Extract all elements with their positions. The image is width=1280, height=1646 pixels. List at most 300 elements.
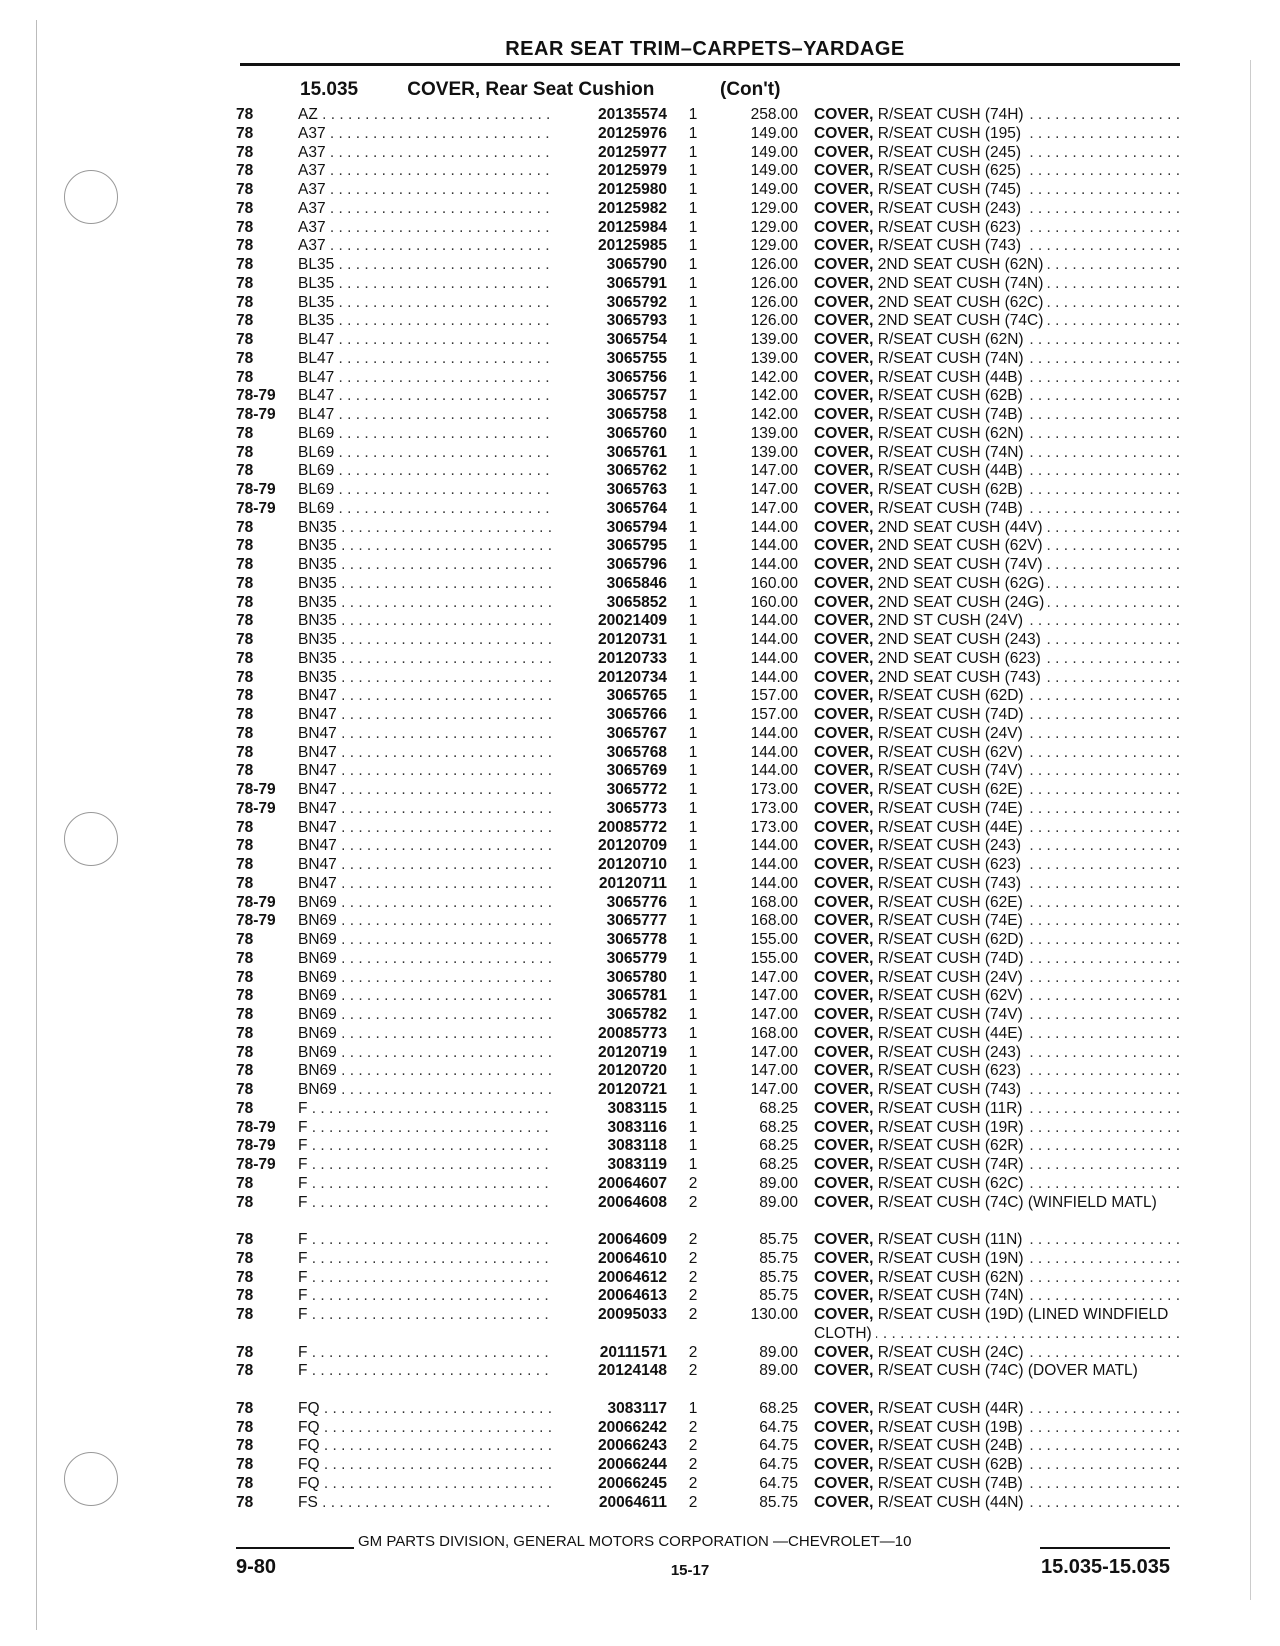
- description-head: COVER,: [814, 724, 874, 742]
- table-row: [0, 144, 1280, 163]
- model-cell: F . . .: [298, 1362, 558, 1381]
- description-text: [814, 819, 1027, 836]
- description-head: COVER,: [814, 256, 874, 273]
- year-cell: 78: [236, 1287, 254, 1305]
- price-cell: 89.00: [759, 1343, 798, 1361]
- price-cell: 147.00: [750, 987, 798, 1005]
- description-rest: 2ND SEAT CUSH (62V): [877, 537, 1043, 555]
- description-text: [814, 144, 1025, 161]
- description-text: [814, 575, 1048, 592]
- quantity-cell: 2: [688, 1193, 698, 1211]
- model-cell: BN69 . . .: [298, 931, 558, 950]
- description-rest: R/SEAT CUSH (74E): [877, 799, 1023, 817]
- description-head: COVER,: [814, 1287, 874, 1305]
- table-row: [0, 1362, 1280, 1400]
- description-rest: R/SEAT CUSH (74D): [877, 949, 1024, 967]
- description-text: [814, 406, 1027, 423]
- description-cell: [814, 594, 1180, 613]
- description-rest: R/SEAT CUSH (19N): [877, 1249, 1024, 1267]
- quantity-cell: 1: [688, 612, 698, 630]
- table-row: [0, 1194, 1280, 1232]
- price-cell: 89.00: [759, 1193, 798, 1211]
- price-cell: 129.00: [750, 237, 798, 255]
- price-cell: 147.00: [750, 481, 798, 498]
- table-row: [0, 125, 1280, 144]
- description-head: COVER,: [814, 181, 874, 198]
- table-row: [0, 837, 1280, 856]
- description-head: COVER,: [814, 837, 874, 855]
- description-rest: R/SEAT CUSH (24V): [877, 724, 1023, 742]
- part-number-cell: 20064607: [553, 1175, 667, 1194]
- year-cell: 78: [236, 649, 254, 667]
- description-cell: [814, 631, 1180, 650]
- price-cell: 85.75: [759, 1268, 798, 1286]
- model-cell: BN47 . . .: [298, 762, 558, 781]
- table-row: [0, 200, 1280, 219]
- price-cell: 85.75: [759, 1249, 798, 1267]
- part-number-cell: 3065779: [553, 950, 667, 969]
- price-cell: 144.00: [750, 631, 798, 648]
- model-cell: FS . . .: [298, 1494, 558, 1513]
- description-cell: [814, 181, 1180, 200]
- description-cell: [814, 162, 1180, 181]
- description-rest: R/SEAT CUSH (74E): [877, 912, 1023, 930]
- description-rest: R/SEAT CUSH (24V): [877, 968, 1023, 986]
- year-cell: 78: [236, 1474, 254, 1492]
- table-row: [0, 106, 1280, 125]
- description-text: [814, 1119, 1028, 1136]
- part-number-cell: 20085773: [553, 1025, 667, 1044]
- description-rest: R/SEAT CUSH (74D): [877, 706, 1024, 723]
- description-cell: [814, 444, 1180, 463]
- description-rest: R/SEAT CUSH (74V): [877, 762, 1023, 780]
- description-text: [814, 237, 1025, 254]
- part-number-cell: 3065769: [553, 762, 667, 781]
- description-rest: R/SEAT CUSH (44E): [877, 818, 1023, 836]
- description-head: COVER,: [814, 537, 874, 555]
- year-cell: 78: [236, 1437, 254, 1455]
- description-head: COVER,: [814, 1062, 874, 1080]
- year-cell: 78-79: [236, 406, 276, 423]
- part-number-cell: 20120709: [553, 837, 667, 856]
- year-cell: 78: [236, 612, 254, 630]
- table-row: [0, 875, 1280, 894]
- table-row: [0, 1062, 1280, 1081]
- quantity-cell: 1: [688, 162, 698, 180]
- table-row: [0, 462, 1280, 481]
- model-cell: BN35 . . .: [298, 669, 558, 688]
- description-head: COVER,: [814, 499, 874, 517]
- model-cell: BL69 . . .: [298, 425, 558, 444]
- description-text: [814, 1025, 1027, 1042]
- table-row: [0, 594, 1280, 613]
- description-text: [814, 706, 1028, 723]
- table-row: [0, 406, 1280, 425]
- description-head: COVER,: [814, 649, 874, 667]
- description-text: [814, 837, 1025, 854]
- description-head: COVER,: [814, 668, 874, 686]
- quantity-cell: 1: [688, 818, 698, 836]
- description-cell: [814, 1175, 1180, 1194]
- description-rest: 2ND SEAT CUSH (74V): [877, 556, 1043, 573]
- quantity-cell: 2: [688, 1249, 698, 1267]
- description-head: COVER,: [814, 518, 874, 536]
- price-cell: 129.00: [750, 218, 798, 236]
- model-cell: BL47 . . .: [298, 331, 558, 350]
- description-text: [814, 1344, 1028, 1361]
- table-row: [0, 575, 1280, 594]
- price-cell: 68.25: [759, 1137, 798, 1155]
- description-cell: [814, 612, 1180, 631]
- description-cell: [814, 500, 1180, 519]
- quantity-cell: 1: [688, 1137, 698, 1155]
- part-number-cell: 3065794: [553, 519, 667, 538]
- quantity-cell: 2: [688, 1437, 698, 1455]
- table-row: [0, 1437, 1280, 1456]
- quantity-cell: 1: [688, 1099, 698, 1117]
- description-cell: [814, 200, 1180, 219]
- description-head: COVER,: [814, 1268, 874, 1286]
- description-cell: [814, 256, 1180, 275]
- model-cell: BL69 . . .: [298, 462, 558, 481]
- description-cell: [814, 462, 1180, 481]
- price-cell: 149.00: [750, 162, 798, 180]
- description-head: COVER,: [814, 1249, 874, 1267]
- part-number-cell: 3065780: [553, 969, 667, 988]
- model-cell: A37 . . .: [298, 144, 558, 163]
- model-cell: BN69 . . .: [298, 969, 558, 988]
- part-number-cell: 20064613: [553, 1287, 667, 1306]
- quantity-cell: 1: [688, 1024, 698, 1042]
- year-cell: 78: [236, 331, 254, 348]
- description-head: COVER,: [814, 1399, 874, 1417]
- table-row: [0, 931, 1280, 950]
- footer-section-range: 15.035-15.035: [1040, 1556, 1170, 1578]
- quantity-cell: 1: [688, 762, 698, 780]
- part-number-cell: 20064612: [553, 1269, 667, 1288]
- price-cell: 126.00: [750, 293, 798, 311]
- description-head: COVER,: [814, 1024, 874, 1042]
- year-cell: 78-79: [236, 781, 276, 798]
- description-head: COVER,: [814, 481, 874, 498]
- description-text: [814, 387, 1027, 404]
- part-number-cell: 3065793: [553, 312, 667, 331]
- table-row: [0, 162, 1280, 181]
- description-text: [814, 800, 1027, 817]
- description-rest: R/SEAT CUSH (74B): [877, 406, 1023, 423]
- price-cell: 142.00: [750, 387, 798, 405]
- part-number-cell: 3065755: [553, 350, 667, 369]
- description-text: [814, 1400, 1028, 1417]
- description-cell: [814, 1156, 1180, 1175]
- description-cell: [814, 762, 1180, 781]
- description-head: COVER,: [814, 162, 874, 180]
- price-cell: 64.75: [759, 1418, 798, 1436]
- description-text: [814, 1437, 1027, 1454]
- part-number-cell: 3083117: [553, 1400, 667, 1419]
- description-head: COVER,: [814, 312, 874, 330]
- description-rest: R/SEAT CUSH (62B): [877, 387, 1023, 405]
- description-text: [814, 669, 1045, 686]
- part-number-cell: 3065767: [553, 725, 667, 744]
- part-number-cell: 20066245: [553, 1475, 667, 1494]
- description-head: COVER,: [814, 987, 874, 1005]
- quantity-cell: 1: [688, 218, 698, 236]
- table-row: [0, 1025, 1280, 1044]
- quantity-cell: 1: [688, 237, 698, 255]
- part-number-cell: 3065781: [553, 987, 667, 1006]
- section-number: 15.035: [300, 79, 359, 100]
- year-cell: 78: [236, 1268, 254, 1286]
- table-row: [0, 1419, 1280, 1438]
- description-cell: [814, 912, 1180, 931]
- description-head: COVER,: [814, 856, 874, 873]
- year-cell: 78: [236, 668, 254, 686]
- price-cell: 142.00: [750, 368, 798, 386]
- price-cell: 155.00: [750, 931, 798, 948]
- description-cell: [814, 819, 1180, 838]
- description-text: [814, 1194, 1161, 1211]
- description-rest: R/SEAT CUSH (74R): [877, 1156, 1024, 1173]
- description-rest: R/SEAT CUSH (62E): [877, 781, 1023, 798]
- table-row: [0, 256, 1280, 275]
- description-text: [814, 1062, 1025, 1079]
- table-row: [0, 1475, 1280, 1494]
- table-row: [0, 500, 1280, 519]
- description-cell: [814, 1062, 1180, 1081]
- description-cell: [814, 837, 1180, 856]
- description-text: [814, 162, 1025, 179]
- description-head: COVER,: [814, 274, 874, 292]
- description-text: [814, 519, 1047, 536]
- quantity-cell: 1: [688, 106, 698, 123]
- year-cell: 78: [236, 1062, 254, 1080]
- table-row: [0, 912, 1280, 931]
- year-cell: 78: [236, 237, 254, 255]
- part-number-cell: 3065791: [553, 275, 667, 294]
- year-cell: 78: [236, 462, 254, 480]
- year-cell: 78: [236, 1456, 254, 1473]
- description-cell: [814, 237, 1180, 256]
- description-head: COVER,: [814, 237, 874, 255]
- model-cell: F . . .: [298, 1344, 558, 1363]
- description-head: COVER,: [814, 593, 874, 611]
- part-number-cell: 20066242: [553, 1419, 667, 1438]
- quantity-cell: 1: [688, 293, 698, 311]
- description-head: COVER,: [814, 893, 874, 911]
- description-text: [814, 1287, 1028, 1304]
- description-cell: [814, 1475, 1180, 1494]
- price-cell: 89.00: [759, 1174, 798, 1192]
- quantity-cell: 1: [688, 743, 698, 761]
- part-number-cell: 3065766: [553, 706, 667, 725]
- model-cell: BN69 . . .: [298, 1062, 558, 1081]
- model-cell: A37 . . .: [298, 200, 558, 219]
- model-cell: BN69 . . .: [298, 1044, 558, 1063]
- model-cell: A37 . . .: [298, 219, 558, 238]
- description-text: [814, 256, 1047, 273]
- part-number-cell: 20120734: [553, 669, 667, 688]
- description-text: [814, 650, 1045, 667]
- part-number-cell: 3065768: [553, 744, 667, 763]
- model-cell: BN47 . . .: [298, 706, 558, 725]
- description-head: COVER,: [814, 293, 874, 311]
- description-text: [814, 181, 1025, 198]
- description-text: [814, 950, 1028, 967]
- table-row: [0, 1156, 1280, 1175]
- description-text: [814, 762, 1027, 779]
- quantity-cell: 1: [688, 181, 698, 198]
- quantity-cell: 1: [688, 593, 698, 611]
- description-text: [814, 1306, 1168, 1342]
- price-cell: 147.00: [750, 462, 798, 480]
- part-number-cell: 20120720: [553, 1062, 667, 1081]
- description-text: [814, 556, 1047, 573]
- description-rest: R/SEAT CUSH (62E): [877, 893, 1023, 911]
- description-cell: [814, 1231, 1180, 1250]
- description-head: COVER,: [814, 406, 874, 423]
- description-head: COVER,: [814, 1193, 874, 1211]
- model-cell: BN35 . . .: [298, 556, 558, 575]
- description-cell: [814, 144, 1180, 163]
- table-row: [0, 1400, 1280, 1419]
- description-rest: R/SEAT CUSH (62C): [877, 1174, 1024, 1192]
- part-number-cell: 20124148: [553, 1362, 667, 1381]
- quantity-cell: 2: [688, 1287, 698, 1305]
- description-rest: R/SEAT CUSH (62B): [877, 1456, 1023, 1473]
- description-text: [814, 275, 1047, 292]
- description-rest: R/SEAT CUSH (195): [877, 124, 1022, 142]
- description-rest: R/SEAT CUSH (62V): [877, 987, 1023, 1005]
- quantity-cell: 1: [688, 856, 698, 873]
- part-number-cell: 20120711: [553, 875, 667, 894]
- description-text: [814, 1156, 1028, 1173]
- description-cell: [814, 406, 1180, 425]
- description-rest: R/SEAT CUSH (74N): [877, 349, 1024, 367]
- section-title: COVER, Rear Seat Cushion: [407, 79, 655, 100]
- quantity-cell: 1: [688, 668, 698, 686]
- model-cell: A37 . . .: [298, 181, 558, 200]
- footer-rule: [236, 1547, 354, 1549]
- quantity-cell: 1: [688, 1081, 698, 1098]
- model-cell: F . . .: [298, 1306, 558, 1325]
- description-text: [814, 1044, 1025, 1061]
- description-head: COVER,: [814, 1418, 874, 1436]
- model-cell: BN47 . . .: [298, 781, 558, 800]
- year-cell: 78: [236, 1193, 254, 1211]
- table-row: [0, 181, 1280, 200]
- quantity-cell: 1: [688, 124, 698, 142]
- description-rest: R/SEAT CUSH (743): [877, 874, 1022, 892]
- model-cell: FQ . . .: [298, 1475, 558, 1494]
- year-cell: 78: [236, 837, 254, 855]
- table-row: [0, 1269, 1280, 1288]
- description-text: [814, 331, 1028, 348]
- year-cell: 78: [236, 987, 254, 1005]
- model-cell: BN35 . . .: [298, 537, 558, 556]
- description-text: [814, 1494, 1028, 1511]
- description-head: COVER,: [814, 631, 874, 648]
- quantity-cell: 2: [688, 1343, 698, 1361]
- table-row: [0, 650, 1280, 669]
- description-text: [814, 1081, 1025, 1098]
- description-cell: [814, 219, 1180, 238]
- description-cell: [814, 275, 1180, 294]
- description-head: COVER,: [814, 424, 874, 442]
- quantity-cell: 1: [688, 1399, 698, 1417]
- year-cell: 78: [236, 762, 254, 780]
- table-row: [0, 1100, 1280, 1119]
- description-rest: R/SEAT CUSH (11R): [877, 1099, 1023, 1117]
- quantity-cell: 2: [688, 1493, 698, 1511]
- description-cell: [814, 294, 1180, 313]
- price-cell: 85.75: [759, 1493, 798, 1511]
- table-row: [0, 1306, 1280, 1344]
- table-row: [0, 556, 1280, 575]
- model-cell: BN35 . . .: [298, 575, 558, 594]
- quantity-cell: 1: [688, 518, 698, 536]
- description-head: COVER,: [814, 462, 874, 480]
- description-head: COVER,: [814, 1456, 874, 1473]
- table-row: [0, 1344, 1280, 1363]
- model-cell: BL47 . . .: [298, 387, 558, 406]
- description-text: [814, 725, 1027, 742]
- description-rest: R/SEAT CUSH (74C) (WINFIELD MATL): [877, 1193, 1157, 1211]
- model-cell: BN35 . . .: [298, 519, 558, 538]
- description-text: [814, 931, 1028, 948]
- description-text: [814, 1175, 1028, 1192]
- model-cell: BN35 . . .: [298, 631, 558, 650]
- price-cell: 85.75: [759, 1231, 798, 1248]
- model-cell: BL47 . . .: [298, 406, 558, 425]
- description-text: [814, 1100, 1026, 1117]
- table-row: [0, 519, 1280, 538]
- quantity-cell: 1: [688, 499, 698, 517]
- quantity-cell: 1: [688, 368, 698, 386]
- description-cell: [814, 537, 1180, 556]
- table-row: [0, 537, 1280, 556]
- year-cell: 78: [236, 931, 254, 948]
- description-rest: R/SEAT CUSH (44B): [877, 368, 1023, 386]
- description-head: COVER,: [814, 799, 874, 817]
- model-cell: BN47 . . .: [298, 856, 558, 875]
- model-cell: BL69 . . .: [298, 500, 558, 519]
- quantity-cell: 1: [688, 199, 698, 217]
- quantity-cell: 2: [688, 1268, 698, 1286]
- description-cell: [814, 781, 1180, 800]
- price-cell: 144.00: [750, 668, 798, 686]
- table-row: [0, 1081, 1280, 1100]
- description-head: COVER,: [814, 687, 874, 705]
- year-cell: 78: [236, 818, 254, 836]
- table-row: [0, 1175, 1280, 1194]
- table-row: [0, 350, 1280, 369]
- year-cell: 78: [236, 537, 254, 555]
- description-rest: R/SEAT CUSH (62N): [877, 424, 1024, 442]
- model-cell: BN47 . . .: [298, 800, 558, 819]
- description-rest: 2ND SEAT CUSH (74C): [877, 312, 1044, 330]
- description-cell: [814, 706, 1180, 725]
- description-cell: [814, 744, 1180, 763]
- description-head: COVER,: [814, 349, 874, 367]
- description-rest: R/SEAT CUSH (62N): [877, 331, 1024, 348]
- description-text: [814, 1137, 1028, 1154]
- price-cell: 173.00: [750, 781, 798, 798]
- price-cell: 168.00: [750, 1024, 798, 1042]
- description-head: COVER,: [814, 1006, 874, 1023]
- description-cell: [814, 1269, 1180, 1288]
- description-text: [814, 894, 1027, 911]
